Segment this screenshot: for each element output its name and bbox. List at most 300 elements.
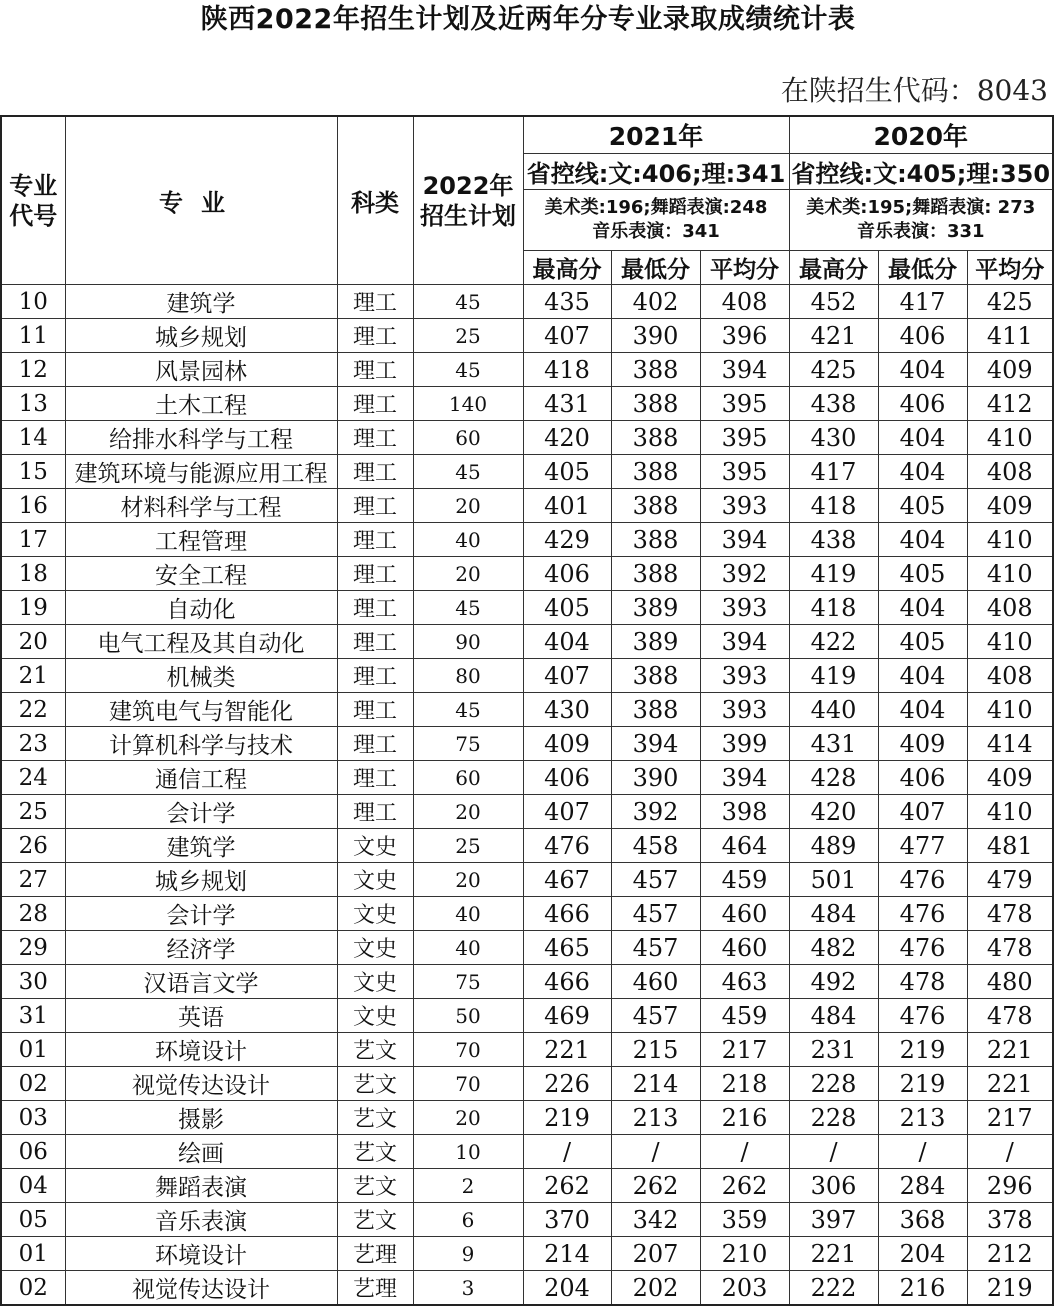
cell-max-2021: 204 [523,1271,611,1306]
cell-max-2021: 406 [523,557,611,591]
cell-avg-2020: 410 [967,557,1053,591]
cell-min-2021: 394 [611,727,700,761]
art-line-2021: 美术类:196;舞蹈表演:248 音乐表演：341 [523,190,789,251]
cell-avg-2020: 296 [967,1169,1053,1203]
table-row [1,693,1053,727]
cell-type: 艺文 [337,1067,413,1101]
cell-min-2020: 405 [878,489,967,523]
cell-max-2021: 407 [523,319,611,353]
cell-avg-2020: 410 [967,421,1053,455]
cell-plan: 20 [413,1101,523,1135]
cell-avg-2021: 464 [700,829,789,863]
cell-min-2020: 406 [878,387,967,421]
cell-min-2021: 207 [611,1237,700,1271]
cell-max-2021: 214 [523,1237,611,1271]
cell-type: 理工 [337,523,413,557]
cell-max-2021: 370 [523,1203,611,1237]
cell-max-2020: 421 [789,319,878,353]
cell-major: 会计学 [65,795,337,829]
cell-plan: 60 [413,421,523,455]
cell-max-2020: 484 [789,897,878,931]
cell-code: 28 [1,897,65,931]
cell-plan: 20 [413,863,523,897]
table-row [1,319,1053,353]
cell-min-2021: / [611,1135,700,1169]
cell-max-2021: 401 [523,489,611,523]
cell-avg-2021: 359 [700,1203,789,1237]
table-row [1,1135,1053,1169]
cell-plan: 20 [413,489,523,523]
cell-max-2020: 452 [789,285,878,319]
table-row [1,795,1053,829]
cell-avg-2021: 394 [700,523,789,557]
cell-min-2021: 388 [611,387,700,421]
table-row [1,591,1053,625]
cell-code: 11 [1,319,65,353]
cell-min-2020: 404 [878,353,967,387]
cell-max-2021: 465 [523,931,611,965]
cell-avg-2021: 218 [700,1067,789,1101]
cell-avg-2020: 408 [967,591,1053,625]
cell-avg-2020: 480 [967,965,1053,999]
header-max-2021: 最高分 [523,251,611,285]
cell-type: 文史 [337,965,413,999]
cell-max-2020: 222 [789,1271,878,1306]
art-line-2020: 美术类:195;舞蹈表演: 273 音乐表演：331 [789,190,1053,251]
cell-max-2020: 419 [789,659,878,693]
header-year-2020: 2020年 [789,116,1053,154]
cell-max-2020: / [789,1135,878,1169]
cell-major: 建筑学 [65,829,337,863]
cell-avg-2020: 478 [967,931,1053,965]
cell-min-2021: 390 [611,319,700,353]
cell-avg-2020: 378 [967,1203,1053,1237]
table-row [1,1101,1053,1135]
cell-plan: 80 [413,659,523,693]
cell-major: 建筑环境与能源应用工程 [65,455,337,489]
cell-plan: 6 [413,1203,523,1237]
cell-type: 理工 [337,421,413,455]
cell-max-2020: 422 [789,625,878,659]
cell-min-2020: 284 [878,1169,967,1203]
cell-avg-2021: 210 [700,1237,789,1271]
cell-avg-2021: 395 [700,455,789,489]
table-row [1,659,1053,693]
cell-code: 15 [1,455,65,489]
cell-type: 理工 [337,353,413,387]
cell-min-2020: 478 [878,965,967,999]
cell-type: 艺文 [337,1135,413,1169]
cell-type: 艺文 [337,1033,413,1067]
cell-min-2021: 457 [611,931,700,965]
cell-major: 音乐表演 [65,1203,337,1237]
cell-code: 20 [1,625,65,659]
cell-max-2021: 219 [523,1101,611,1135]
cell-plan: 60 [413,761,523,795]
cell-code: 30 [1,965,65,999]
cell-avg-2021: 396 [700,319,789,353]
cell-major: 安全工程 [65,557,337,591]
cell-max-2021: 435 [523,285,611,319]
cell-major: 自动化 [65,591,337,625]
cell-code: 13 [1,387,65,421]
table-row [1,1067,1053,1101]
cell-code: 22 [1,693,65,727]
cell-avg-2021: 394 [700,761,789,795]
cell-max-2020: 221 [789,1237,878,1271]
table-row [1,727,1053,761]
cell-plan: 45 [413,693,523,727]
cell-min-2020: 476 [878,863,967,897]
cell-max-2021: 430 [523,693,611,727]
cell-min-2021: 457 [611,863,700,897]
table-row [1,863,1053,897]
cell-min-2021: 388 [611,523,700,557]
cell-major: 汉语言文学 [65,965,337,999]
cell-max-2020: 425 [789,353,878,387]
cell-type: 艺文 [337,1101,413,1135]
cell-max-2021: 405 [523,591,611,625]
cell-code: 02 [1,1067,65,1101]
cell-min-2020: 405 [878,625,967,659]
cell-code: 31 [1,999,65,1033]
cell-min-2021: 388 [611,557,700,591]
cell-max-2021: 469 [523,999,611,1033]
cell-code: 10 [1,285,65,319]
cell-min-2021: 342 [611,1203,700,1237]
table-row [1,523,1053,557]
cell-min-2021: 392 [611,795,700,829]
cell-min-2020: 219 [878,1033,967,1067]
table-row [1,557,1053,591]
cell-plan: 75 [413,965,523,999]
cell-max-2021: 466 [523,897,611,931]
cell-min-2021: 457 [611,897,700,931]
cell-min-2020: 406 [878,761,967,795]
cell-type: 艺文 [337,1169,413,1203]
page-title: 陕西2022年招生计划及近两年分专业录取成绩统计表 [200,4,856,35]
cell-max-2021: 409 [523,727,611,761]
cell-min-2020: 404 [878,591,967,625]
cell-major: 经济学 [65,931,337,965]
cell-min-2020: 404 [878,421,967,455]
cell-max-2020: 501 [789,863,878,897]
cell-avg-2020: 410 [967,693,1053,727]
cell-avg-2020: 478 [967,999,1053,1033]
cell-min-2021: 214 [611,1067,700,1101]
table-row [1,1237,1053,1271]
cell-avg-2020: 412 [967,387,1053,421]
cell-max-2020: 482 [789,931,878,965]
cell-max-2021: / [523,1135,611,1169]
cell-avg-2021: 216 [700,1101,789,1135]
cell-avg-2021: 395 [700,387,789,421]
cell-code: 01 [1,1237,65,1271]
cell-major: 视觉传达设计 [65,1067,337,1101]
cell-min-2020: 368 [878,1203,967,1237]
cell-max-2020: 306 [789,1169,878,1203]
cell-min-2021: 389 [611,591,700,625]
cell-min-2020: 476 [878,931,967,965]
control-line-2021: 省控线:文:406;理:341 [523,154,789,190]
cell-code: 03 [1,1101,65,1135]
cell-code: 05 [1,1203,65,1237]
cell-major: 电气工程及其自动化 [65,625,337,659]
cell-code: 02 [1,1271,65,1306]
cell-major: 摄影 [65,1101,337,1135]
cell-avg-2021: 463 [700,965,789,999]
cell-plan: 2 [413,1169,523,1203]
enroll-code: 在陕招生代码：8043 [780,74,1048,107]
cell-plan: 70 [413,1033,523,1067]
cell-avg-2021: 395 [700,421,789,455]
table-row [1,761,1053,795]
cell-max-2020: 397 [789,1203,878,1237]
table-row [1,1271,1053,1306]
header-code: 专业 代号 [1,116,65,285]
cell-max-2021: 431 [523,387,611,421]
cell-code: 26 [1,829,65,863]
cell-min-2021: 389 [611,625,700,659]
cell-plan: 45 [413,353,523,387]
cell-max-2021: 418 [523,353,611,387]
cell-max-2020: 231 [789,1033,878,1067]
header-year-2021: 2021年 [523,116,789,154]
cell-max-2020: 418 [789,591,878,625]
table-row [1,1169,1053,1203]
cell-plan: 45 [413,591,523,625]
cell-code: 25 [1,795,65,829]
cell-plan: 70 [413,1067,523,1101]
table-row [1,965,1053,999]
cell-min-2021: 388 [611,455,700,489]
cell-type: 理工 [337,285,413,319]
cell-code: 21 [1,659,65,693]
table-row [1,931,1053,965]
cell-type: 理工 [337,693,413,727]
table-row [1,829,1053,863]
cell-max-2021: 420 [523,421,611,455]
cell-plan: 25 [413,829,523,863]
cell-code: 17 [1,523,65,557]
cell-plan: 40 [413,897,523,931]
cell-min-2020: 476 [878,897,967,931]
cell-code: 04 [1,1169,65,1203]
header-min-2021: 最低分 [611,251,700,285]
cell-min-2020: 406 [878,319,967,353]
cell-min-2021: 202 [611,1271,700,1306]
table-row [1,897,1053,931]
cell-max-2021: 466 [523,965,611,999]
cell-avg-2020: 411 [967,319,1053,353]
cell-avg-2021: 203 [700,1271,789,1306]
cell-plan: 50 [413,999,523,1033]
cell-plan: 90 [413,625,523,659]
table-row [1,999,1053,1033]
table-row [1,625,1053,659]
cell-max-2020: 440 [789,693,878,727]
cell-code: 27 [1,863,65,897]
table-row [1,489,1053,523]
cell-major: 通信工程 [65,761,337,795]
cell-max-2020: 438 [789,523,878,557]
cell-type: 理工 [337,625,413,659]
cell-min-2020: 405 [878,557,967,591]
cell-avg-2020: 409 [967,353,1053,387]
cell-avg-2021: 408 [700,285,789,319]
cell-min-2021: 460 [611,965,700,999]
cell-max-2020: 228 [789,1101,878,1135]
cell-max-2020: 489 [789,829,878,863]
cell-avg-2020: 414 [967,727,1053,761]
cell-code: 14 [1,421,65,455]
cell-major: 绘画 [65,1135,337,1169]
cell-min-2021: 388 [611,693,700,727]
table-row [1,285,1053,319]
cell-major: 英语 [65,999,337,1033]
cell-type: 理工 [337,659,413,693]
cell-type: 理工 [337,795,413,829]
cell-major: 材料科学与工程 [65,489,337,523]
cell-major: 计算机科学与技术 [65,727,337,761]
cell-min-2021: 402 [611,285,700,319]
cell-avg-2020: / [967,1135,1053,1169]
cell-max-2021: 476 [523,829,611,863]
cell-max-2021: 221 [523,1033,611,1067]
cell-min-2021: 213 [611,1101,700,1135]
header-avg-2020: 平均分 [967,251,1053,285]
cell-min-2020: 204 [878,1237,967,1271]
cell-avg-2021: / [700,1135,789,1169]
cell-plan: 3 [413,1271,523,1306]
cell-avg-2020: 409 [967,761,1053,795]
cell-plan: 40 [413,523,523,557]
cell-type: 文史 [337,999,413,1033]
cell-type: 理工 [337,557,413,591]
cell-max-2020: 430 [789,421,878,455]
cell-code: 06 [1,1135,65,1169]
control-line-2020: 省控线:文:405;理:350 [789,154,1053,190]
cell-min-2021: 458 [611,829,700,863]
cell-avg-2020: 479 [967,863,1053,897]
cell-min-2020: 476 [878,999,967,1033]
cell-plan: 10 [413,1135,523,1169]
cell-type: 文史 [337,897,413,931]
cell-avg-2021: 460 [700,897,789,931]
cell-min-2020: 404 [878,693,967,727]
cell-avg-2020: 212 [967,1237,1053,1271]
cell-type: 理工 [337,591,413,625]
table-row [1,353,1053,387]
cell-major: 会计学 [65,897,337,931]
cell-min-2020: 477 [878,829,967,863]
table-row [1,387,1053,421]
cell-min-2021: 215 [611,1033,700,1067]
cell-avg-2021: 460 [700,931,789,965]
cell-avg-2021: 459 [700,999,789,1033]
cell-max-2020: 492 [789,965,878,999]
table-row [1,421,1053,455]
cell-major: 视觉传达设计 [65,1271,337,1306]
cell-max-2020: 228 [789,1067,878,1101]
cell-max-2020: 428 [789,761,878,795]
cell-major: 城乡规划 [65,319,337,353]
cell-code: 16 [1,489,65,523]
cell-min-2020: 404 [878,455,967,489]
cell-min-2020: 417 [878,285,967,319]
cell-avg-2021: 399 [700,727,789,761]
cell-type: 艺理 [337,1237,413,1271]
cell-major: 土木工程 [65,387,337,421]
header-plan: 2022年 招生计划 [413,116,523,285]
cell-min-2020: 404 [878,523,967,557]
cell-max-2021: 405 [523,455,611,489]
cell-type: 理工 [337,761,413,795]
cell-type: 理工 [337,387,413,421]
cell-plan: 20 [413,557,523,591]
cell-avg-2021: 393 [700,489,789,523]
cell-major: 环境设计 [65,1237,337,1271]
cell-plan: 140 [413,387,523,421]
cell-avg-2020: 221 [967,1033,1053,1067]
cell-code: 18 [1,557,65,591]
cell-type: 艺文 [337,1203,413,1237]
cell-max-2020: 420 [789,795,878,829]
cell-major: 舞蹈表演 [65,1169,337,1203]
cell-avg-2021: 393 [700,659,789,693]
cell-min-2020: / [878,1135,967,1169]
cell-min-2020: 407 [878,795,967,829]
cell-major: 建筑学 [65,285,337,319]
cell-min-2021: 390 [611,761,700,795]
cell-major: 给排水科学与工程 [65,421,337,455]
cell-min-2021: 457 [611,999,700,1033]
cell-major: 城乡规划 [65,863,337,897]
cell-min-2020: 409 [878,727,967,761]
cell-max-2021: 407 [523,659,611,693]
cell-code: 23 [1,727,65,761]
cell-min-2020: 219 [878,1067,967,1101]
cell-plan: 45 [413,285,523,319]
cell-avg-2021: 459 [700,863,789,897]
cell-avg-2020: 217 [967,1101,1053,1135]
cell-type: 文史 [337,863,413,897]
cell-avg-2021: 398 [700,795,789,829]
cell-avg-2020: 425 [967,285,1053,319]
cell-code: 01 [1,1033,65,1067]
cell-min-2021: 262 [611,1169,700,1203]
cell-min-2020: 213 [878,1101,967,1135]
cell-avg-2021: 262 [700,1169,789,1203]
cell-avg-2020: 408 [967,455,1053,489]
cell-avg-2020: 481 [967,829,1053,863]
cell-avg-2021: 394 [700,353,789,387]
cell-type: 理工 [337,319,413,353]
cell-major: 风景园林 [65,353,337,387]
cell-type: 艺理 [337,1271,413,1306]
cell-type: 文史 [337,829,413,863]
header-major: 专业 [65,116,337,285]
cell-type: 理工 [337,489,413,523]
cell-max-2020: 417 [789,455,878,489]
cell-major: 建筑电气与智能化 [65,693,337,727]
cell-avg-2020: 219 [967,1271,1053,1306]
cell-avg-2021: 393 [700,591,789,625]
cell-type: 文史 [337,931,413,965]
cell-plan: 20 [413,795,523,829]
table-row [1,1033,1053,1067]
cell-max-2020: 431 [789,727,878,761]
